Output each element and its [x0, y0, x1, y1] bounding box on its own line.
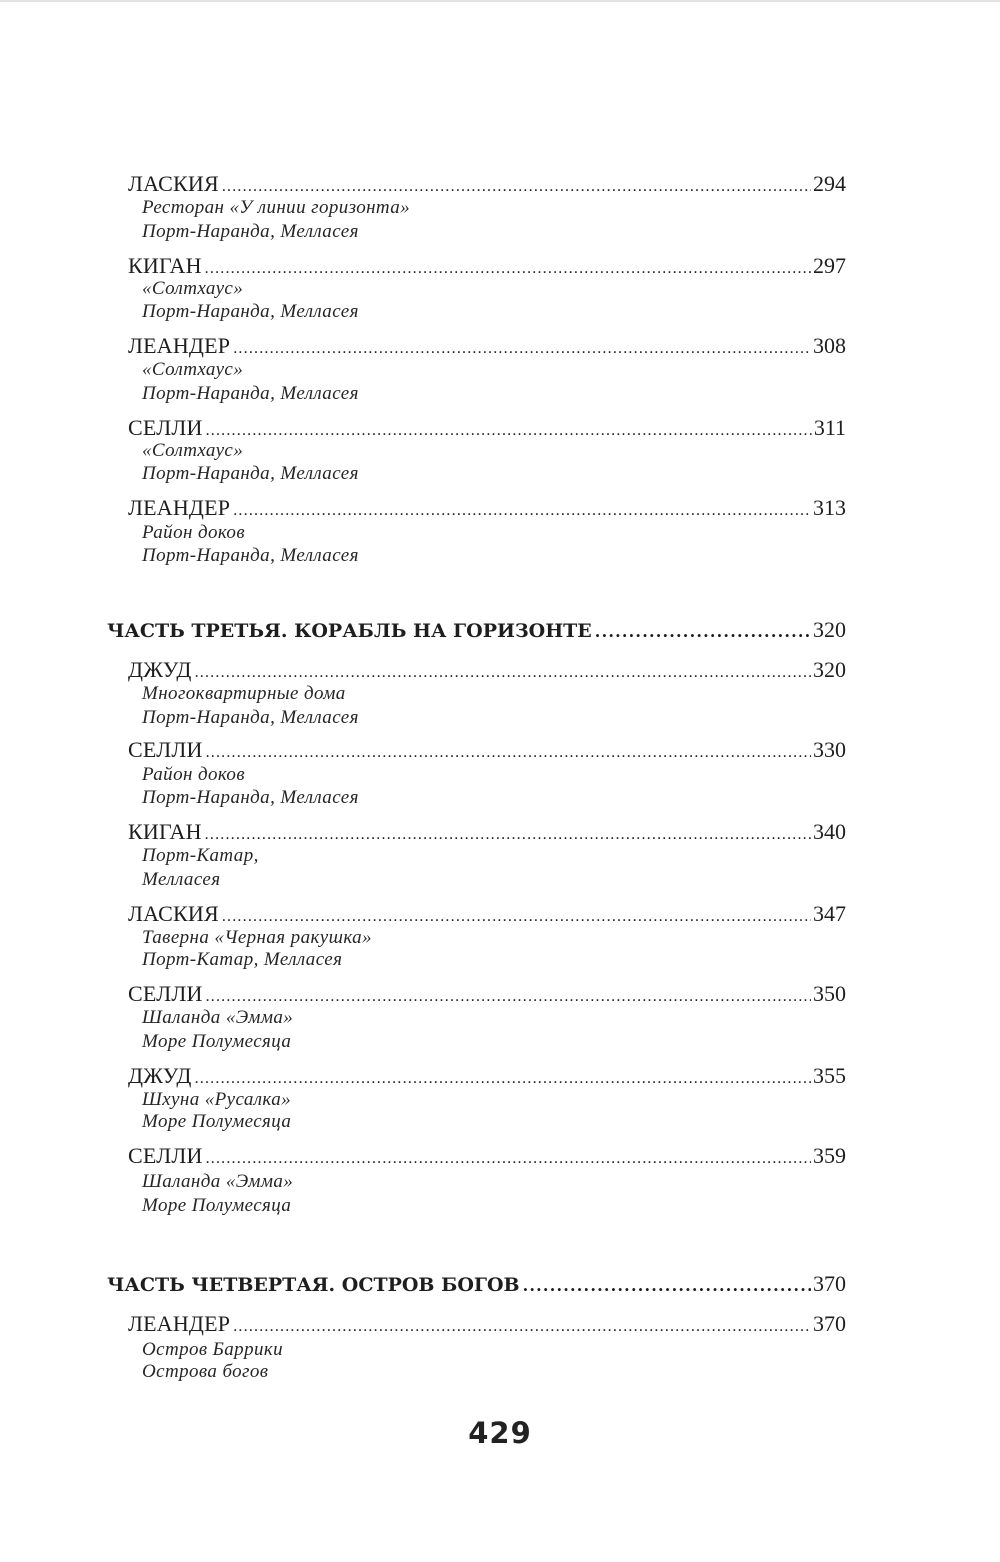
toc-entry[interactable]: [128, 332, 846, 360]
location-line: Порт-Наранда, Мелласея: [142, 463, 359, 484]
toc-entry[interactable]: [128, 170, 846, 198]
dot-leader: [206, 417, 812, 445]
location-line: Порт-Наранда, Мелласея: [142, 787, 359, 808]
dot-leader: [233, 335, 811, 363]
location-line: Порт-Наранда, Мелласея: [142, 545, 359, 566]
toc-entry[interactable]: [128, 980, 846, 1008]
page-reference: 340: [813, 819, 846, 844]
location-line: Порт-Наранда, Мелласея: [142, 301, 359, 322]
location-line: Остров Баррики: [142, 1339, 284, 1360]
location-line: Многоквартирные дома: [142, 683, 346, 704]
location-line: «Солтхаус»: [142, 440, 244, 461]
location-line: Мелласея: [142, 869, 221, 890]
part-title: ЧАСТЬ ТРЕТЬЯ. КОРАБЛЬ НА ГОРИЗОНТЕ: [107, 620, 592, 642]
dot-leader: [206, 983, 811, 1011]
location-line: Острова богов: [142, 1361, 269, 1382]
dot-leader: [233, 497, 811, 525]
location-line: Район доков: [142, 764, 245, 785]
page-reference: 308: [813, 333, 846, 358]
toc-entry[interactable]: [128, 1062, 846, 1090]
toc-part-heading[interactable]: [107, 616, 846, 644]
location-line: Порт-Наранда, Мелласея: [142, 221, 359, 242]
chapter-title: СЕЛЛИ: [128, 737, 203, 762]
toc-entry[interactable]: [128, 414, 846, 442]
toc-entry[interactable]: [128, 656, 846, 684]
chapter-title: КИГАН: [128, 253, 202, 278]
chapter-title: ЛАСКИЯ: [128, 171, 219, 196]
dot-leader: [206, 1145, 811, 1173]
chapter-title: СЕЛЛИ: [128, 415, 203, 440]
chapter-title: ДЖУД: [128, 1063, 192, 1088]
part-title: ЧАСТЬ ЧЕТВЕРТАЯ. ОСТРОВ БОГОВ: [107, 1274, 520, 1296]
toc-entry[interactable]: [128, 900, 846, 928]
chapter-title: ЛЕАНДЕР: [128, 495, 231, 520]
location-line: Район доков: [142, 522, 245, 543]
location-line: Море Полумесяца: [142, 1111, 292, 1132]
page-reference: 347: [813, 901, 846, 926]
toc-entry[interactable]: [128, 818, 846, 846]
location-line: «Солтхаус»: [142, 359, 244, 380]
toc-entry[interactable]: [128, 494, 846, 522]
page-reference: 330: [813, 737, 846, 762]
location-line: «Солтхаус»: [142, 278, 244, 299]
page-reference: 311: [813, 415, 846, 440]
location-line: Порт-Катар, Мелласея: [142, 949, 343, 970]
dot-leader: [523, 1272, 811, 1300]
dot-leader: [595, 618, 811, 646]
location-line: Ресторан «У линии горизонта»: [142, 197, 411, 218]
location-line: Шхуна «Русалка»: [142, 1089, 292, 1110]
page-reference: 370: [813, 1271, 846, 1296]
chapter-title: СЕЛЛИ: [128, 981, 203, 1006]
page-reference: 350: [813, 981, 846, 1006]
toc-entry[interactable]: [128, 736, 846, 764]
page-reference: 355: [813, 1063, 846, 1088]
toc-entry[interactable]: [128, 1142, 846, 1170]
location-line: Порт-Катар,: [142, 845, 259, 866]
page-reference: 370: [813, 1311, 846, 1336]
chapter-title: ДЖУД: [128, 657, 192, 682]
location-line: Таверна «Черная ракушка»: [142, 927, 372, 948]
chapter-title: КИГАН: [128, 819, 202, 844]
location-line: Шаланда «Эмма»: [142, 1007, 294, 1028]
dot-leader: [206, 739, 811, 767]
page-reference: 313: [813, 495, 846, 520]
page-reference: 297: [813, 253, 846, 278]
chapter-title: ЛЕАНДЕР: [128, 1311, 231, 1336]
toc-entry[interactable]: [128, 1310, 846, 1338]
chapter-title: ЛАСКИЯ: [128, 901, 219, 926]
page-reference: 359: [813, 1143, 846, 1168]
chapter-title: ЛЕАНДЕР: [128, 333, 231, 358]
dot-leader: [205, 821, 811, 849]
location-line: Порт-Наранда, Мелласея: [142, 707, 359, 728]
chapter-title: СЕЛЛИ: [128, 1143, 203, 1168]
dot-leader: [233, 1313, 811, 1341]
page-reference: 320: [813, 617, 846, 642]
location-line: Шаланда «Эмма»: [142, 1171, 294, 1192]
toc-entry[interactable]: [128, 252, 846, 280]
location-line: Порт-Наранда, Мелласея: [142, 383, 359, 404]
page-top-edge: [0, 0, 1000, 2]
location-line: Море Полумесяца: [142, 1195, 292, 1216]
page-number: 429: [468, 1416, 532, 1450]
toc-part-heading[interactable]: [107, 1270, 846, 1298]
dot-leader: [205, 255, 811, 283]
page-reference: 320: [813, 657, 846, 682]
location-line: Море Полумесяца: [142, 1031, 292, 1052]
page-reference: 294: [813, 171, 846, 196]
